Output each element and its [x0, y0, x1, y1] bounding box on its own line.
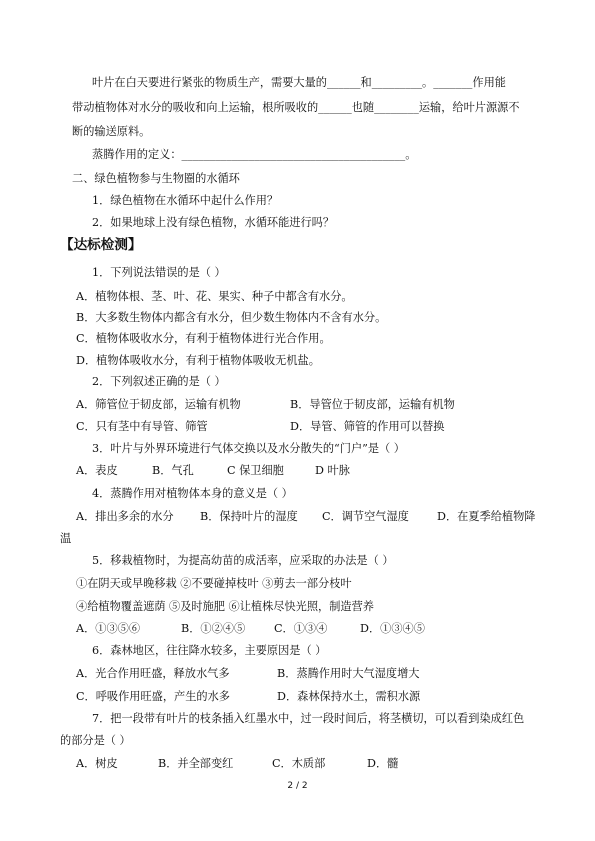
- question: 1．下列说法错误的是（ ）: [92, 266, 226, 279]
- option: A．植物体根、茎、叶、花、果实、种子中都含有水分。: [76, 290, 353, 303]
- definition-prompt: 蒸腾作用的定义：________________________________________。: [92, 148, 417, 161]
- option: B．①②④⑤: [181, 622, 246, 635]
- section-title: 二、绿色植物参与生物圈的水循环: [72, 172, 240, 185]
- option: A．树皮: [76, 757, 118, 770]
- paragraph-line: 叶片在白天要进行紧张的物质生产，需要大量的______和_________。_______作用能: [92, 76, 506, 89]
- option: A．①③⑤⑥: [76, 622, 141, 635]
- option: C 保卫细胞: [227, 464, 284, 477]
- paragraph-line: 断的输送原料。: [72, 125, 151, 138]
- question: 5．移栽植物时，为提高幼苗的成活率，应采取的办法是（ ）: [92, 554, 394, 567]
- paragraph-line: 带动植物体对水分的吸收和向上运输，根所吸收的______也随________运输，给叶片源源不: [72, 101, 520, 114]
- option: D．①③④⑤: [360, 622, 425, 635]
- option: A．光合作用旺盛，释放水气多: [76, 667, 230, 680]
- page-number: 2 / 2: [287, 781, 308, 791]
- option: C．木质部: [272, 757, 326, 770]
- option: B．保持叶片的湿度: [200, 510, 298, 523]
- option: C．只有茎中有导管、筛管: [76, 420, 208, 433]
- option: C．①③④: [274, 622, 328, 635]
- option: D．植物体吸收水分，有利于植物体吸收无机盐。: [76, 354, 320, 367]
- question: 4．蒸腾作用对植物体本身的意义是（ ）: [92, 487, 293, 500]
- question: 7．把一段带有叶片的枝条插入红墨水中，过一段时间后，将茎横切，可以看到染成红色: [92, 712, 525, 725]
- question-continuation: 的部分是（ ）: [60, 734, 131, 747]
- option-list: ①在阴天或早晚移栽 ②不要碰掉枝叶 ③剪去一部分枝叶: [76, 577, 352, 590]
- option: D．导管、筛管的作用可以替换: [290, 420, 445, 433]
- option-continuation: 温: [60, 532, 72, 545]
- question: 2．下列叙述正确的是（ ）: [92, 375, 226, 388]
- option: C．呼吸作用旺盛，产生的水多: [76, 690, 230, 703]
- option: D．髓: [367, 757, 399, 770]
- option: D 叶脉: [315, 464, 350, 477]
- question: 1．绿色植物在水循环中起什么作用？: [92, 194, 279, 207]
- option: B．导管位于韧皮部，运输有机物: [290, 398, 455, 411]
- test-heading: 【达标检测】: [60, 237, 142, 253]
- option: C．调节空气湿度: [322, 510, 409, 523]
- option: B．气孔: [152, 464, 194, 477]
- option: B．大多数生物体内都含有水分，但少数生物体内不含有水分。: [76, 311, 387, 324]
- option: A．筛管位于韧皮部，运输有机物: [76, 398, 241, 411]
- option: D．森林保持水土，需积水源: [277, 690, 421, 703]
- question: 2．如果地球上没有绿色植物，水循环能进行吗？: [92, 216, 335, 229]
- option: A．排出多余的水分: [76, 510, 174, 523]
- option: C．植物体吸收水分，有利于植物体进行光合作用。: [76, 332, 331, 345]
- question: 6．森林地区，往往降水较多，主要原因是（ ）: [92, 644, 327, 657]
- question: 3．叶片与外界环境进行气体交换以及水分散失的“门户”是（ ）: [92, 442, 405, 455]
- option: D．在夏季给植物降: [437, 510, 536, 523]
- option: B．并全部变红: [158, 757, 234, 770]
- option: A．表皮: [76, 464, 118, 477]
- option-list: ④给植物覆盖遮荫 ⑤及时施肥 ⑥让植株尽快光照，制造营养: [76, 600, 374, 613]
- option: B．蒸腾作用时大气湿度增大: [277, 667, 420, 680]
